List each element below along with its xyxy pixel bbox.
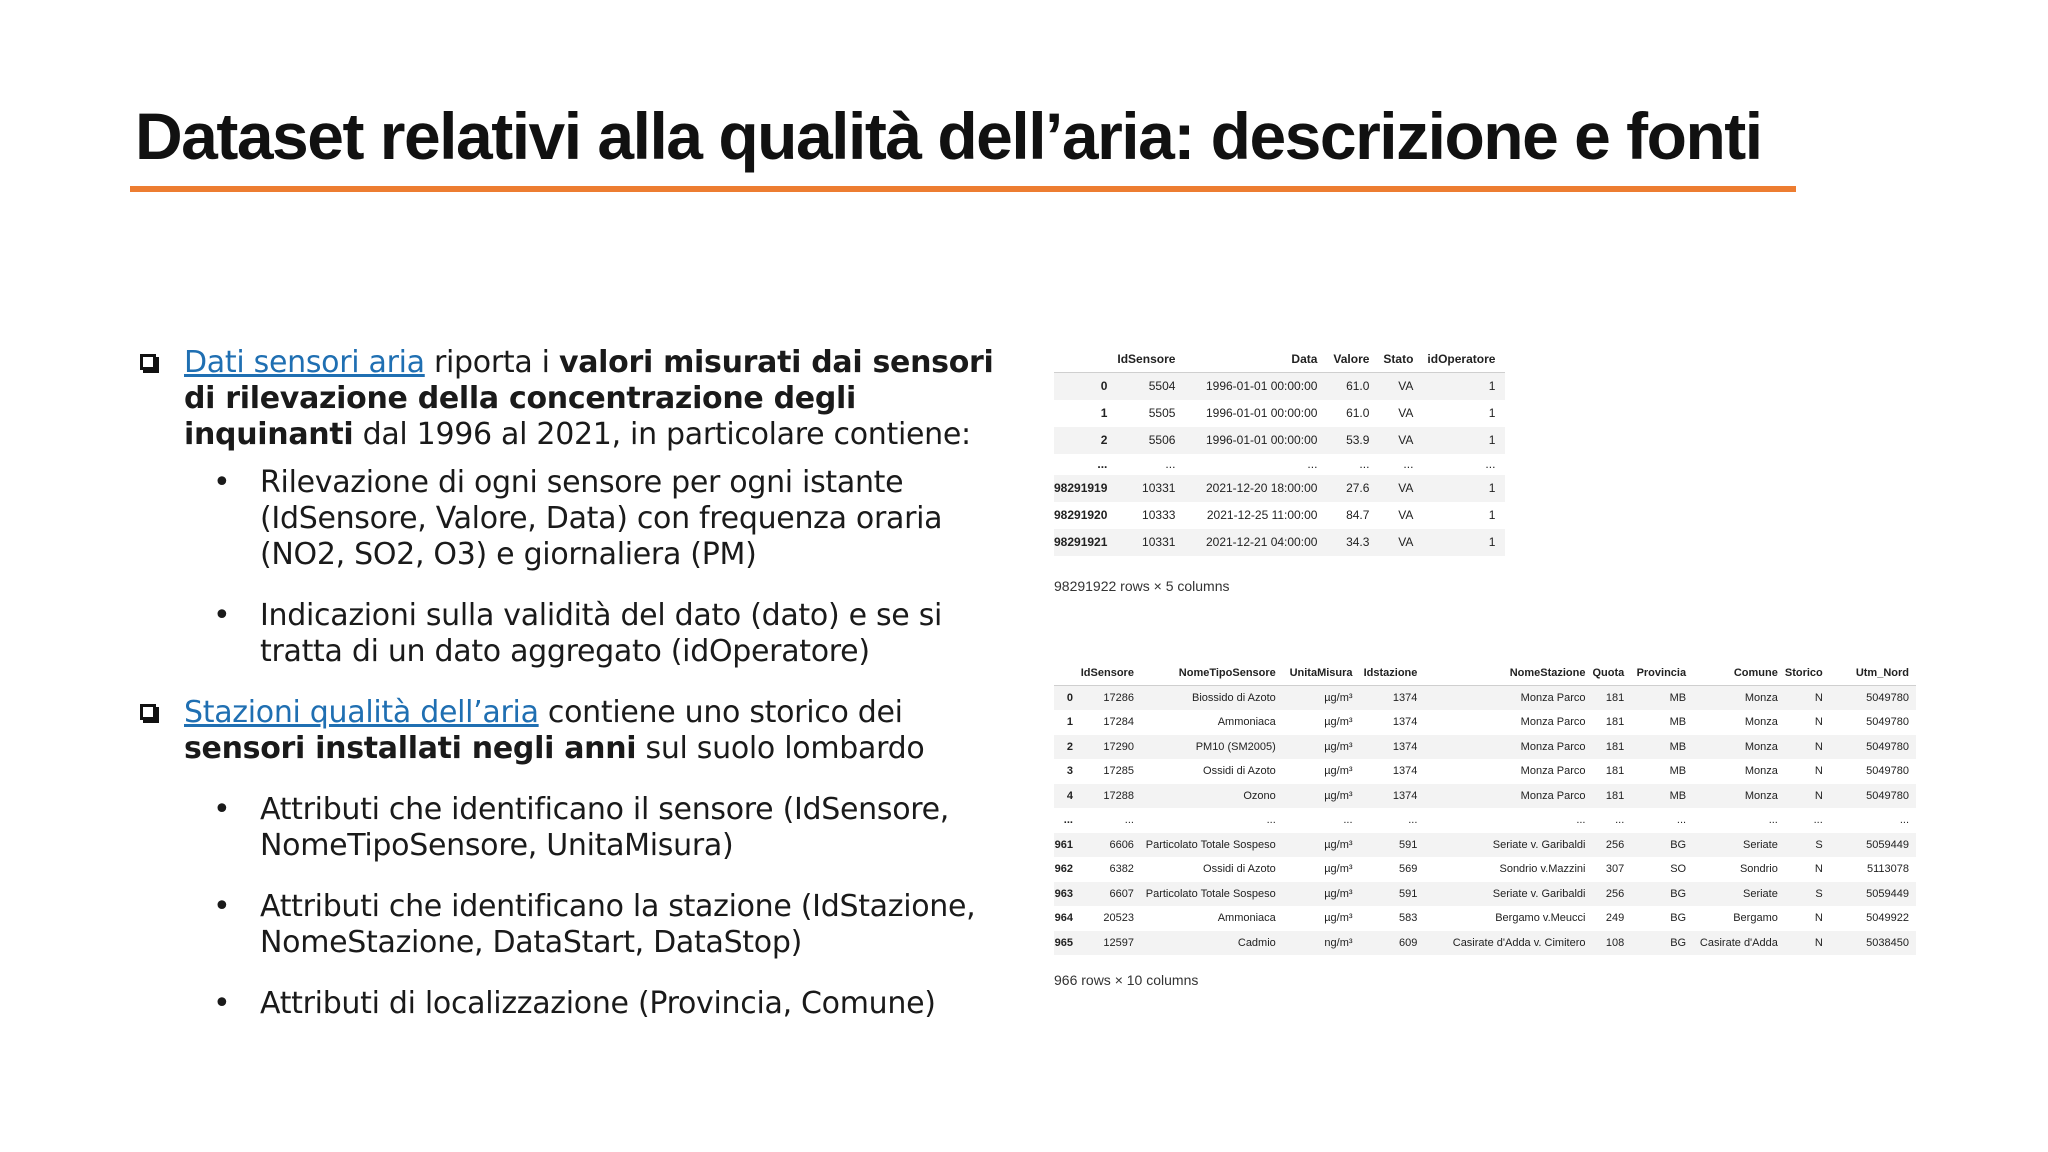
table-cell: S <box>1815 887 1823 900</box>
table-cell: VA <box>1398 406 1414 420</box>
square-bullet-icon <box>140 354 156 370</box>
dot-bullet-icon: • <box>213 465 231 500</box>
slide-title: Dataset relativi alla qualità dell’aria: descrizione e fonti <box>135 99 1762 173</box>
sub-bullet <box>135 598 1005 670</box>
table-cell: N <box>1814 936 1823 949</box>
table-cell: 5113078 <box>1866 863 1909 876</box>
dataframe-shape-caption: 966 rows × 10 columns <box>1054 972 1199 988</box>
table-cell: 5049922 <box>1866 912 1909 925</box>
table-cell: 20523 <box>1103 912 1134 925</box>
table-cell: 5038450 <box>1866 936 1909 949</box>
table-cell: PM10 (SM2005) <box>1195 740 1276 753</box>
table-cell: 27.6 <box>1346 481 1370 495</box>
table-row <box>1054 710 1916 735</box>
table-cell: 609 <box>1399 936 1418 949</box>
column-header: NomeStazione <box>1424 660 1592 686</box>
table-cell: 1996-01-01 00:00:00 <box>1205 406 1318 420</box>
row-index: 1 <box>1100 406 1108 420</box>
table-cell: 1374 <box>1392 692 1418 704</box>
column-header: Data <box>1185 345 1327 373</box>
column-header: Quota <box>1592 660 1631 686</box>
column-header: IdSensore <box>1080 660 1141 686</box>
column-header: idOperatore <box>1423 345 1505 373</box>
table-cell: 1 <box>1488 433 1496 447</box>
table-row <box>1054 882 1916 907</box>
row-index: 1 <box>1066 716 1073 729</box>
table-cell: 307 <box>1605 863 1625 876</box>
table-cell: BG <box>1670 912 1687 925</box>
table-cell: Monza Parco <box>1520 692 1586 704</box>
table-cell: ... <box>1359 457 1370 471</box>
row-index: 961 <box>1054 838 1073 851</box>
square-bullet-icon <box>140 704 156 720</box>
table-cell: Bergamo v.Meucci <box>1495 912 1586 925</box>
table-cell: VA <box>1398 433 1414 447</box>
bullet-text: contiene uno storico dei <box>538 695 903 730</box>
table-row <box>1054 475 1505 502</box>
table-row <box>1054 759 1916 784</box>
table-cell: N <box>1814 912 1823 925</box>
table-cell: ... <box>1165 457 1176 471</box>
table-cell: MB <box>1669 740 1687 753</box>
column-header: NomeTipoSensore <box>1141 660 1283 686</box>
table-cell: VA <box>1398 379 1414 394</box>
sub-bullet-text: Attributi di localizzazione (Provincia, Comune) <box>260 986 936 1021</box>
bullet-dati-sensori <box>135 345 1005 453</box>
table-cell: ... <box>1485 457 1496 471</box>
table-cell: 583 <box>1399 912 1418 925</box>
table-cell: Monza <box>1744 740 1778 753</box>
table-cell: 1 <box>1488 535 1496 549</box>
column-header: Storico <box>1785 660 1830 686</box>
table-cell: 5504 <box>1148 379 1176 394</box>
table-cell: 591 <box>1399 838 1418 851</box>
column-header: IdSensore <box>1117 345 1185 373</box>
table-cell: 1374 <box>1392 740 1418 753</box>
table-cell: 5059449 <box>1866 887 1909 900</box>
table-cell: 256 <box>1605 838 1625 851</box>
table-cell: Monza Parco <box>1520 740 1586 753</box>
title-underline <box>130 186 1796 192</box>
column-header: Comune <box>1693 660 1785 686</box>
table-cell: µg/m³ <box>1324 765 1353 778</box>
column-header-index <box>1054 345 1117 373</box>
table-cell: µg/m³ <box>1324 692 1353 704</box>
table-cell: 6606 <box>1109 838 1134 851</box>
table-cell: 1 <box>1488 508 1496 522</box>
link-dati-sensori-aria[interactable]: Dati sensori aria <box>184 345 425 380</box>
sub-bullet <box>135 986 1005 1022</box>
dot-bullet-icon: • <box>213 598 231 633</box>
table-cell: 17290 <box>1103 740 1134 753</box>
table-cell: 5049780 <box>1866 716 1909 729</box>
table-cell: VA <box>1398 535 1414 549</box>
table-cell: 1 <box>1488 379 1496 394</box>
table-cell: BG <box>1670 838 1687 851</box>
table-cell: 10333 <box>1142 508 1176 522</box>
sub-bullet <box>135 465 1005 573</box>
row-index: 962 <box>1054 863 1073 876</box>
table-cell: SO <box>1670 863 1687 876</box>
table-cell: Particolato Totale Sospeso <box>1145 887 1276 900</box>
table-cell: ... <box>1307 457 1318 471</box>
dataframe-table <box>1054 345 1505 556</box>
table-cell: ... <box>1403 457 1414 471</box>
table-cell: 569 <box>1399 863 1418 876</box>
table-row-ellipsis <box>1054 808 1916 833</box>
row-index: 0 <box>1066 692 1073 704</box>
table-row <box>1054 373 1505 400</box>
table-cell: 6382 <box>1109 863 1134 876</box>
row-index: 4 <box>1066 789 1073 802</box>
table-cell: 10331 <box>1142 535 1176 549</box>
table-cell: N <box>1814 692 1823 704</box>
row-index: 963 <box>1054 887 1073 900</box>
sub-bullet <box>135 792 1005 864</box>
row-index: 3 <box>1066 765 1073 778</box>
table-row <box>1054 857 1916 882</box>
table-cell: Monza Parco <box>1520 789 1586 802</box>
table-cell: 5049780 <box>1866 692 1909 704</box>
column-header: Stato <box>1379 345 1423 373</box>
table-cell: µg/m³ <box>1324 838 1353 851</box>
table-cell: N <box>1814 716 1823 729</box>
table-cell: 17285 <box>1103 765 1134 778</box>
table-cell: MB <box>1669 692 1687 704</box>
table-cell: ... <box>1576 814 1586 827</box>
table-cell: µg/m³ <box>1324 789 1353 802</box>
table-cell: N <box>1814 765 1823 778</box>
table-cell: Seriate <box>1743 838 1778 851</box>
table-row <box>1054 427 1505 454</box>
table-cell: Particolato Totale Sospeso <box>1145 838 1276 851</box>
table-cell: 5505 <box>1148 406 1176 420</box>
table-cell: 249 <box>1605 912 1625 925</box>
table-cell: 5049780 <box>1866 789 1909 802</box>
table-cell: 34.3 <box>1346 535 1370 549</box>
table-cell: 108 <box>1605 936 1625 949</box>
table-cell: 1374 <box>1392 716 1418 729</box>
table-cell: µg/m³ <box>1324 740 1353 753</box>
table-cell: Biossido di Azoto <box>1192 692 1276 704</box>
table-cell: 17288 <box>1103 789 1134 802</box>
table-cell: S <box>1815 838 1823 851</box>
table-cell: 17286 <box>1103 692 1134 704</box>
table-cell: 2021-12-20 18:00:00 <box>1205 481 1318 495</box>
table-cell: N <box>1814 740 1823 753</box>
column-header: Idstazione <box>1360 660 1425 686</box>
table-cell: ... <box>1768 814 1778 827</box>
table-cell: 256 <box>1605 887 1625 900</box>
bullet-stazioni <box>135 695 1005 767</box>
table-cell: µg/m³ <box>1324 912 1353 925</box>
table-cell: Casirate d'Adda v. Cimitero <box>1452 936 1586 949</box>
table-cell: Monza Parco <box>1520 716 1586 729</box>
column-header: Utm_Nord <box>1830 660 1916 686</box>
table-cell: Ammoniaca <box>1217 912 1276 925</box>
sub-bullet-text: Indicazioni sulla validità del dato (dato) e se si tratta di un dato aggregato (idOperatore) <box>260 598 943 669</box>
table-cell: 10331 <box>1142 481 1176 495</box>
table-cell: 17284 <box>1103 716 1134 729</box>
table-cell: ... <box>1266 814 1276 827</box>
table-cell: Seriate v. Garibaldi <box>1492 887 1586 900</box>
row-index: 0 <box>1100 379 1108 394</box>
table-cell: ... <box>1343 814 1353 827</box>
table-cell: 1374 <box>1392 765 1418 778</box>
table-cell: 84.7 <box>1346 508 1370 522</box>
table-cell: VA <box>1398 481 1414 495</box>
table-row <box>1054 400 1505 427</box>
table-cell: Casirate d'Adda <box>1699 936 1778 949</box>
row-index: 2 <box>1066 740 1073 753</box>
table-cell: 181 <box>1605 716 1625 729</box>
table-cell: N <box>1814 789 1823 802</box>
table-cell: BG <box>1670 887 1687 900</box>
table-cell: 5059449 <box>1866 838 1909 851</box>
table-row <box>1054 931 1916 956</box>
table-cell: 12597 <box>1103 936 1134 949</box>
table-cell: 5049780 <box>1866 740 1909 753</box>
table-cell: 6607 <box>1109 887 1134 900</box>
table-cell: ... <box>1124 814 1134 827</box>
table-cell: 61.0 <box>1346 379 1370 394</box>
table-cell: MB <box>1669 765 1687 778</box>
table-cell: ng/m³ <box>1324 936 1353 949</box>
table-cell: 5506 <box>1148 433 1176 447</box>
table-row <box>1054 784 1916 809</box>
table-cell: Monza <box>1744 692 1778 704</box>
table-cell: µg/m³ <box>1324 716 1353 729</box>
dataframe-sensori <box>1054 345 1514 594</box>
table-cell: 1996-01-01 00:00:00 <box>1205 433 1318 447</box>
table-cell: VA <box>1398 508 1414 522</box>
table-cell: Monza <box>1744 765 1778 778</box>
table-cell: ... <box>1813 814 1823 827</box>
table-cell: 53.9 <box>1346 433 1370 447</box>
table-cell: Monza Parco <box>1520 765 1586 778</box>
table-cell: Ossidi di Azoto <box>1203 765 1276 778</box>
table-row <box>1054 735 1916 760</box>
table-cell: 1 <box>1488 481 1496 495</box>
bullet-bold-text: sensori installati negli anni <box>184 731 637 766</box>
table-row <box>1054 833 1916 858</box>
table-cell: 591 <box>1399 887 1418 900</box>
column-header-index <box>1054 660 1080 686</box>
table-cell: 181 <box>1605 765 1625 778</box>
table-cell: Seriate <box>1743 887 1778 900</box>
bullet-text: riporta i <box>424 345 559 380</box>
table-cell: 1996-01-01 00:00:00 <box>1205 379 1318 394</box>
table-cell: ... <box>1408 814 1418 827</box>
table-cell: ... <box>1615 814 1625 827</box>
table-row <box>1054 686 1916 711</box>
row-index: ... <box>1097 457 1108 471</box>
row-index: 98291920 <box>1054 508 1108 522</box>
table-cell: Ammoniaca <box>1217 716 1276 729</box>
dataframe-table <box>1054 660 1916 955</box>
table-cell: 5049780 <box>1866 765 1909 778</box>
table-cell: µg/m³ <box>1324 887 1353 900</box>
column-header: Valore <box>1327 345 1379 373</box>
table-cell: Ozono <box>1243 789 1276 802</box>
table-cell: Sondrio <box>1739 863 1778 876</box>
table-cell: Cadmio <box>1237 936 1276 949</box>
row-index: 965 <box>1054 936 1073 949</box>
table-cell: N <box>1814 863 1823 876</box>
table-cell: Ossidi di Azoto <box>1203 863 1276 876</box>
table-cell: 181 <box>1605 740 1625 753</box>
table-row <box>1054 906 1916 931</box>
table-cell: 2021-12-25 11:00:00 <box>1206 508 1318 522</box>
table-cell: Monza <box>1744 716 1778 729</box>
bullet-bold-text: valori misurati dai sensori di rilevazione della concentrazione degli inquinanti <box>184 345 994 452</box>
table-cell: 2021-12-21 04:00:00 <box>1205 535 1318 549</box>
table-cell: BG <box>1670 936 1687 949</box>
table-row <box>1054 529 1505 556</box>
slide-body <box>135 345 1005 1022</box>
table-cell: 1 <box>1488 406 1496 420</box>
table-cell: Seriate v. Garibaldi <box>1492 838 1586 851</box>
table-cell: Sondrio v.Mazzini <box>1499 863 1586 876</box>
table-cell: 61.0 <box>1346 406 1370 420</box>
row-index: 2 <box>1100 433 1108 447</box>
column-header: Provincia <box>1631 660 1693 686</box>
dot-bullet-icon: • <box>213 792 231 827</box>
row-index: ... <box>1063 814 1073 827</box>
bullet-text: dal 1996 al 2021, in particolare contiene: <box>353 417 971 452</box>
dataframe-shape-caption: 98291922 rows × 5 columns <box>1054 578 1230 594</box>
sub-bullet <box>135 889 1005 961</box>
table-cell: MB <box>1669 716 1687 729</box>
table-row <box>1054 502 1505 529</box>
table-cell: Monza <box>1744 789 1778 802</box>
sub-bullet-text: Attributi che identificano la stazione (IdStazione, NomeStazione, DataStart, DataStop) <box>260 889 976 960</box>
row-index: 964 <box>1054 912 1073 925</box>
table-cell: 1374 <box>1392 789 1418 802</box>
dataframe-stazioni <box>1054 660 1916 988</box>
sub-bullet-text: Rilevazione di ogni sensore per ogni istante (IdSensore, Valore, Data) con frequenza oraria (NO2, SO2, O3) e giornaliera (PM) <box>260 465 943 572</box>
row-index: 98291919 <box>1054 481 1108 495</box>
table-cell: 181 <box>1605 789 1625 802</box>
table-cell: MB <box>1669 789 1687 802</box>
table-row-ellipsis <box>1054 454 1505 475</box>
row-index: 98291921 <box>1054 535 1108 549</box>
table-cell: 181 <box>1605 692 1625 704</box>
table-cell: µg/m³ <box>1324 863 1353 876</box>
table-cell: Bergamo <box>1733 912 1778 925</box>
bullet-text: sul suolo lombardo <box>636 731 925 766</box>
table-cell: ... <box>1676 814 1687 827</box>
dot-bullet-icon: • <box>213 986 231 1021</box>
link-stazioni-qualita-aria[interactable]: Stazioni qualità dell’aria <box>184 695 539 730</box>
table-cell: ... <box>1899 814 1909 827</box>
dot-bullet-icon: • <box>213 889 231 924</box>
sub-bullet-text: Attributi che identificano il sensore (IdSensore, NomeTipoSensore, UnitaMisura) <box>260 792 950 863</box>
column-header: UnitaMisura <box>1283 660 1360 686</box>
